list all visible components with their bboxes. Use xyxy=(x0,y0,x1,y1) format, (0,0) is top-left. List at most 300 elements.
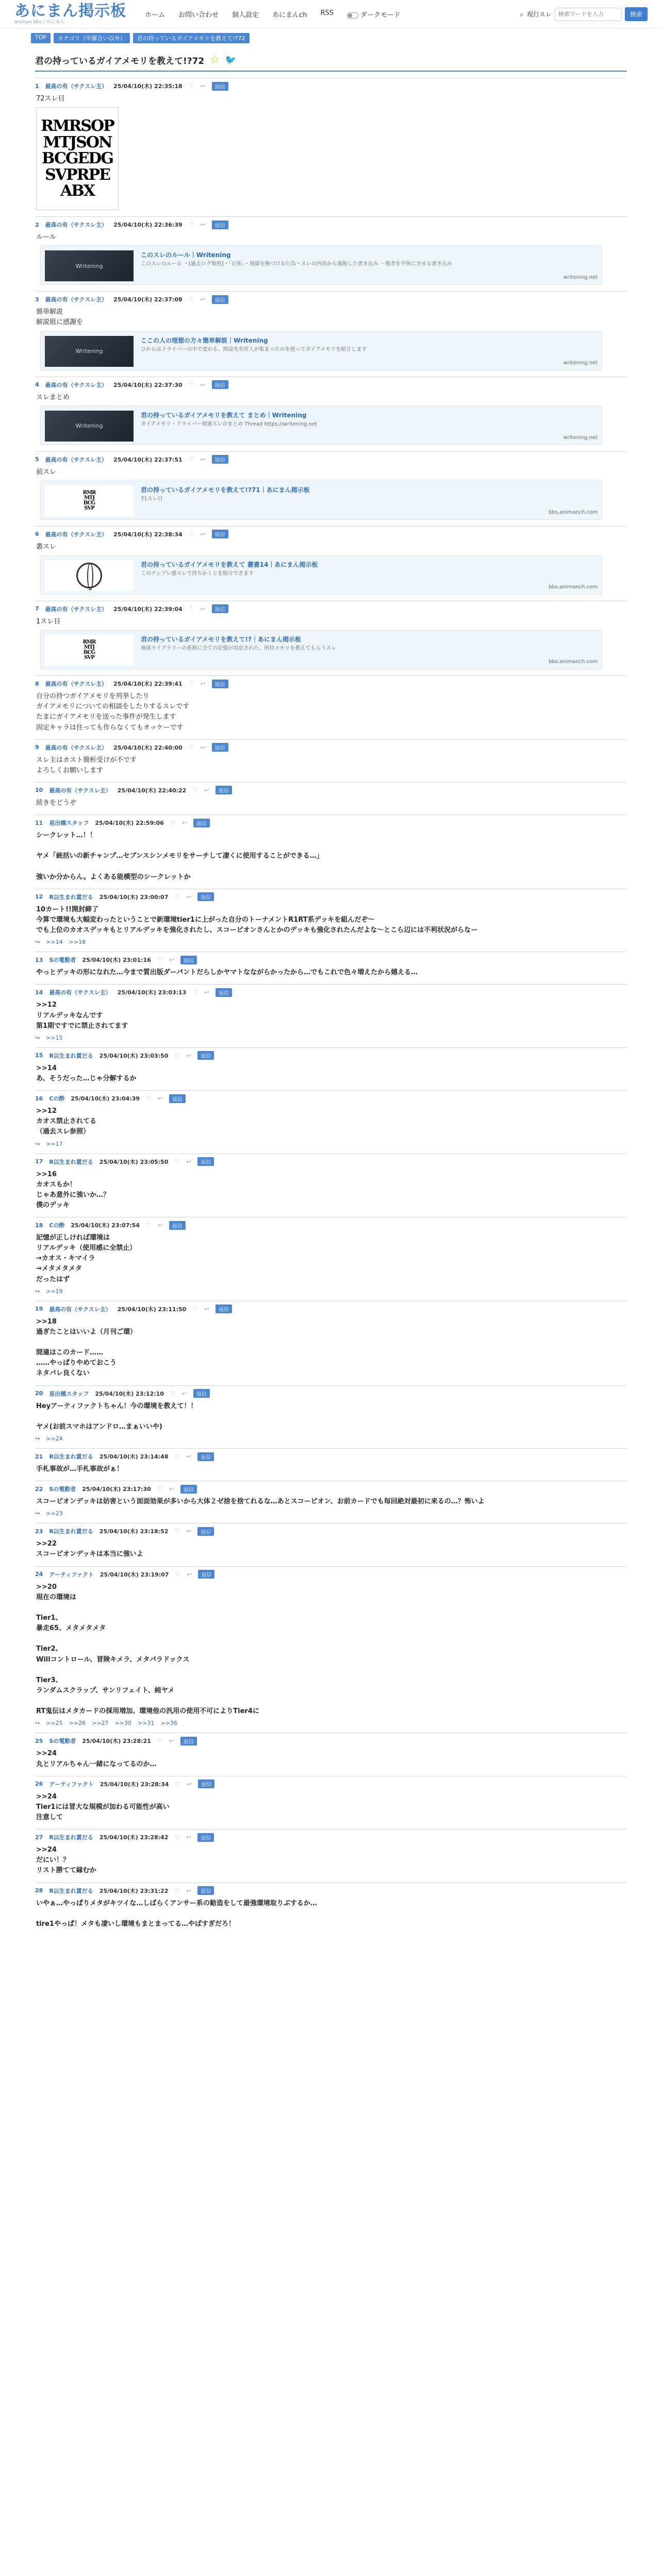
like-icon[interactable]: ♡ xyxy=(188,680,194,688)
post-number[interactable]: 14 xyxy=(35,989,43,996)
post-item xyxy=(35,782,627,815)
post-item xyxy=(35,1448,627,1481)
post-body: 記憶が正しければ環境は リアルデッキ（使用感に全禁止） →カオス・キマイラ →メタメタメタ だったはず xyxy=(36,1234,137,1283)
post-body: ルール xyxy=(36,233,56,242)
reply-button[interactable]: 返信 xyxy=(216,1304,232,1313)
post-author: 最高の有（サクスレ主） xyxy=(45,83,108,90)
post-item xyxy=(35,1047,627,1090)
reply-anchors xyxy=(35,1435,627,1442)
card-text xyxy=(141,485,598,515)
post-date: 25/04/10(木) 23:28:42 xyxy=(99,1834,169,1841)
reply-button[interactable]: 返信 xyxy=(169,1094,186,1103)
link-card[interactable] xyxy=(40,331,602,370)
post-date: 25/04/10(木) 23:17:30 xyxy=(82,1486,151,1493)
site-header xyxy=(0,0,662,29)
post-author: 星出橋スタッフ xyxy=(49,820,89,827)
reply-icon[interactable]: ↩ xyxy=(200,455,206,463)
post-header xyxy=(35,603,627,615)
reply-button[interactable]: 返信 xyxy=(197,1051,214,1060)
like-icon[interactable]: ♡ xyxy=(157,1737,163,1745)
post-item xyxy=(35,1301,627,1385)
like-icon[interactable]: ♡ xyxy=(145,1222,152,1229)
post-body: >>14 あ、そうだった…じゃ分解するか xyxy=(36,1064,137,1082)
image-lettering: RMRSOP xyxy=(41,117,114,135)
post-header xyxy=(35,1778,627,1790)
like-icon[interactable]: ♡ xyxy=(192,786,198,794)
like-icon[interactable]: ♡ xyxy=(157,1485,163,1493)
post-header xyxy=(35,1483,627,1495)
image-lettering: SVPRPE xyxy=(45,165,110,184)
post-body: >>24 丸とリアルちゃん一緒になってるのか… xyxy=(36,1750,157,1768)
reply-anchor-link[interactable]: >>27 xyxy=(92,1720,109,1727)
post-body: 前スレ xyxy=(36,468,57,476)
post-number[interactable]: 26 xyxy=(35,1781,43,1788)
reply-icon[interactable]: ↩ xyxy=(186,893,192,901)
link-card[interactable] xyxy=(40,406,602,445)
post-body: >>18 過ぎたことはいいよ（月刊ご環） 間違はこのカード…… ……やっぱりやめておこう ネタバレ良くない xyxy=(36,1317,137,1378)
reply-anchor-link[interactable]: >>25 xyxy=(46,1720,63,1727)
reply-button[interactable]: 返信 xyxy=(198,1570,214,1579)
reply-button[interactable]: 返信 xyxy=(193,1389,210,1398)
post-body: >>12 カオス禁止されてる （過去スレ参照） xyxy=(36,1107,96,1136)
reply-icon[interactable]: ↩ xyxy=(204,989,210,996)
post-number[interactable]: 24 xyxy=(35,1571,43,1578)
card-text xyxy=(141,560,598,590)
reply-icon[interactable]: ↩ xyxy=(186,1834,192,1841)
like-icon[interactable]: ♡ xyxy=(174,1158,180,1165)
thread-container xyxy=(0,47,662,1936)
reply-icon[interactable]: ↩ xyxy=(186,1528,192,1535)
post-number[interactable]: 23 xyxy=(35,1528,43,1535)
card-text xyxy=(141,411,598,440)
nav-settings[interactable]: 個人設定 xyxy=(232,11,259,19)
like-icon[interactable]: ♡ xyxy=(174,1528,180,1535)
like-icon[interactable]: ♡ xyxy=(174,1052,180,1059)
reply-anchors xyxy=(35,939,627,945)
reply-icon[interactable]: ↩ xyxy=(157,1222,163,1229)
post-header xyxy=(35,1451,627,1462)
post-header xyxy=(35,817,627,828)
post-number[interactable]: 11 xyxy=(35,819,43,826)
post-header xyxy=(35,1303,627,1315)
post-author: 最高の有（サクスレ主） xyxy=(45,744,108,751)
like-icon[interactable]: ♡ xyxy=(192,989,198,996)
like-icon[interactable]: ♡ xyxy=(188,605,194,613)
post-number[interactable]: 13 xyxy=(35,956,43,963)
reply-button[interactable]: 返信 xyxy=(212,221,228,229)
reply-arrow-icon: ↪ xyxy=(35,1510,40,1517)
post-body: >>24 Tier1には冒大な規模が加わる可能性が高い 注意して xyxy=(36,1792,170,1821)
post-number[interactable]: 19 xyxy=(35,1306,43,1313)
like-icon[interactable]: ♡ xyxy=(192,1305,198,1313)
post-header xyxy=(35,379,627,391)
post-date: 25/04/10(木) 23:28:21 xyxy=(82,1738,151,1745)
reply-button[interactable]: 返信 xyxy=(212,295,228,304)
breadcrumb-thread[interactable]: 君の持っているガイアメモリを教えて!?72 xyxy=(133,33,250,43)
card-thumbnail: Writening xyxy=(45,411,134,442)
post-header xyxy=(35,1156,627,1167)
logo-subtext: animan bbs | あにまん xyxy=(14,20,65,25)
post-item xyxy=(35,1217,627,1301)
nav-home[interactable]: ホーム xyxy=(145,11,166,19)
reply-button[interactable]: 返信 xyxy=(212,680,228,688)
like-icon[interactable]: ♡ xyxy=(174,1453,180,1461)
reply-arrow-icon: ↪ xyxy=(35,1720,40,1727)
post-item xyxy=(35,1523,627,1566)
reply-icon[interactable]: ↩ xyxy=(186,1052,192,1059)
reply-button[interactable]: 返信 xyxy=(197,1527,214,1536)
post-body: 叢スレ xyxy=(36,543,57,551)
reply-icon[interactable]: ↩ xyxy=(186,1887,192,1894)
reply-anchor-link[interactable]: >>23 xyxy=(46,1510,63,1517)
reply-button[interactable]: 返信 xyxy=(197,892,214,901)
reply-button[interactable]: 返信 xyxy=(197,1833,214,1842)
like-icon[interactable]: ♡ xyxy=(188,455,194,463)
thread-title: 君の持っているガイアメモリを教えて!?72 xyxy=(35,56,205,66)
reply-button[interactable]: 返信 xyxy=(180,1485,197,1494)
post-item xyxy=(35,815,627,889)
post-body: >>22 スコーピオンデッキは本当に強いよ xyxy=(36,1540,143,1558)
reply-icon[interactable]: ↩ xyxy=(157,1095,163,1103)
like-icon[interactable]: ♡ xyxy=(174,1834,180,1841)
post-author: R以生まれ賞だる xyxy=(49,1528,93,1535)
post-date: 25/04/10(木) 22:37:08 xyxy=(113,296,183,303)
art-thumbnail-icon: RMR MTJ BCG SVP xyxy=(82,489,96,511)
post-date: 25/04/10(木) 23:01:16 xyxy=(82,957,151,964)
reply-button[interactable]: 返信 xyxy=(212,604,228,613)
post-item xyxy=(35,984,627,1047)
reply-button[interactable]: 返信 xyxy=(197,1157,214,1166)
search-input[interactable] xyxy=(555,8,622,21)
like-icon[interactable]: ♡ xyxy=(175,1570,181,1578)
post-number[interactable]: 8 xyxy=(35,680,39,687)
reply-icon[interactable]: ↩ xyxy=(200,82,206,90)
favorite-star-icon[interactable]: ☆ xyxy=(209,54,220,66)
card-description: このテンプレ感スレで持ちかくとを紹介できます xyxy=(141,570,254,577)
post-author: Cの酔 xyxy=(49,1095,65,1103)
post-number[interactable]: 12 xyxy=(35,893,43,901)
reply-icon[interactable]: ↩ xyxy=(186,1453,192,1461)
post-author: 最高の有（サクスレ主） xyxy=(49,787,111,794)
reply-button[interactable]: 返信 xyxy=(198,1780,214,1788)
post-date: 25/04/10(木) 23:18:52 xyxy=(99,1528,169,1535)
reply-arrow-icon: ↪ xyxy=(35,1140,40,1147)
post-number[interactable]: 21 xyxy=(35,1453,43,1460)
card-thumbnail xyxy=(45,485,134,516)
image-lettering: BCGEDG xyxy=(42,149,113,168)
card-title[interactable]: 君の持っているガイアメモリを教えて 叢書14｜あにまん掲示板 xyxy=(141,561,318,568)
post-number[interactable]: 10 xyxy=(35,787,43,794)
post-number[interactable]: 20 xyxy=(35,1390,43,1397)
reply-button[interactable]: 返信 xyxy=(216,786,232,794)
reply-button[interactable]: 返信 xyxy=(169,1221,186,1230)
reply-anchor-link[interactable]: >>16 xyxy=(69,939,86,946)
post-number[interactable]: 2 xyxy=(35,221,39,228)
post-number[interactable]: 15 xyxy=(35,1052,43,1059)
post-body: 手札事故が…手札事故がぁ！ xyxy=(36,1465,124,1473)
post-item xyxy=(35,291,627,376)
reply-anchor-link[interactable]: >>30 xyxy=(114,1720,131,1727)
card-description: ガイアメモリ・ドライバー関連スレのまとめ Thread https://writening.net xyxy=(141,421,318,427)
post-number[interactable]: 9 xyxy=(35,744,39,751)
post-body: いやぁ…やっぱりメタがキツイな…しばらくアンサー系の勧造をして最強環境取りぶするか… tire1やっぱ！メタも凄いし環境もまとまってる…やばすぎだろ！ xyxy=(36,1899,317,1928)
post-date: 25/04/10(木) 23:05:50 xyxy=(99,1158,169,1165)
thread-header xyxy=(35,47,627,72)
post-author: Sの電動者 xyxy=(49,957,76,964)
post-date: 25/04/10(木) 23:19:07 xyxy=(100,1571,169,1578)
post-header xyxy=(35,529,627,540)
post-author: 最高の有（サクスレ主） xyxy=(49,1306,111,1313)
post-date: 25/04/10(木) 22:59:06 xyxy=(95,820,164,827)
post-body: 72スレ目 xyxy=(36,95,65,103)
post-body: 自分の持つガイアメモリを列挙したり ガイアメモリについての相談をしたりするスレです たまにガイアメモリを送った事件が発生します 固定キャラは住っても作らなくてもオッケーです xyxy=(36,692,190,732)
reply-button[interactable]: 返信 xyxy=(180,956,197,964)
like-icon[interactable]: ♡ xyxy=(157,956,163,964)
nav-rss[interactable]: RSS xyxy=(320,9,334,17)
post-header xyxy=(35,987,627,998)
card-title[interactable]: このスレのルール｜Writening xyxy=(141,251,231,259)
like-icon[interactable]: ♡ xyxy=(188,530,194,538)
post-author: 最高の有（サクスレ主） xyxy=(45,531,108,538)
post-body: >>20 現在の環境は Tier1、 暴走65、メタメタメタ Tier2、 Willコントロール、冒険キメラ、メタパラドックス Tier3、 ランダムスクラップ、サンリフェイト、純ヤメ RT鬼伝はメタカードの採用増加、環境他の汎用の使用不可によりTier4に xyxy=(36,1583,259,1716)
reply-icon[interactable]: ↩ xyxy=(169,956,174,964)
search-scope-select[interactable]: 現行スレ xyxy=(526,11,552,18)
reply-icon[interactable]: ↩ xyxy=(181,1389,187,1397)
post-header xyxy=(35,678,627,689)
post-number[interactable]: 17 xyxy=(35,1158,43,1165)
post-author: 最高の有（サクスレ主） xyxy=(49,989,111,996)
reply-button[interactable]: 返信 xyxy=(180,1737,197,1745)
link-card[interactable] xyxy=(40,630,602,669)
card-title[interactable]: 君の持っているガイアメモリを教えて!?71｜あにまん掲示板 xyxy=(141,486,310,494)
post-item xyxy=(35,1733,627,1775)
card-host: writening.net xyxy=(563,360,598,366)
post-number[interactable]: 4 xyxy=(35,381,39,388)
post-date: 25/04/10(木) 22:36:39 xyxy=(113,222,183,229)
reply-icon[interactable]: ↩ xyxy=(204,1305,210,1313)
breadcrumb-category[interactable]: カテゴリ（甲羅合い以外） xyxy=(54,33,130,43)
post-number[interactable]: 1 xyxy=(35,82,39,90)
card-title[interactable]: 君の持っているガイアメモリを教えて まとめ｜Writening xyxy=(141,411,307,419)
reply-button[interactable]: 返信 xyxy=(212,380,228,389)
reply-button[interactable]: 返信 xyxy=(212,82,228,91)
post-body: >>16 カオスもか！ じゃあ意外に強いか…？ 僕のデッキ xyxy=(36,1170,110,1209)
reply-icon[interactable]: ↩ xyxy=(169,1737,174,1745)
reply-icon[interactable]: ↩ xyxy=(186,1158,192,1165)
link-card[interactable] xyxy=(40,246,602,285)
image-lettering: ABX xyxy=(60,182,94,200)
post-header xyxy=(35,1093,627,1104)
reply-anchor-link[interactable]: >>24 xyxy=(46,1435,63,1443)
card-thumbnail xyxy=(45,560,134,591)
post-date: 25/04/10(木) 23:14:48 xyxy=(99,1453,169,1461)
post-body: スレ主はカスト簡析受けが不です よろしくお願いします xyxy=(36,756,137,774)
post-number[interactable]: 28 xyxy=(35,1887,43,1894)
search-button[interactable]: 検索 xyxy=(625,7,648,21)
post-header xyxy=(35,891,627,903)
post-header xyxy=(35,1885,627,1896)
post-list xyxy=(35,78,627,1936)
post-author: Sの電動者 xyxy=(49,1738,76,1745)
post-item xyxy=(35,675,627,739)
card-title[interactable]: ここの人の理想の方々簡単解説｜Writening xyxy=(141,336,268,344)
like-icon[interactable]: ♡ xyxy=(170,819,176,827)
nav-contact[interactable]: お問い合わせ xyxy=(178,11,219,19)
post-item xyxy=(35,1385,627,1448)
reply-icon[interactable]: ↩ xyxy=(200,530,206,538)
post-date: 25/04/10(木) 22:39:41 xyxy=(113,681,183,688)
post-item xyxy=(35,601,627,675)
post-number[interactable]: 18 xyxy=(35,1222,43,1229)
breadcrumb-top[interactable]: TOP xyxy=(31,33,51,43)
reply-button[interactable]: 返信 xyxy=(216,988,232,997)
post-item xyxy=(35,451,627,526)
reply-anchor-link[interactable]: >>36 xyxy=(160,1720,177,1727)
card-text xyxy=(141,250,598,280)
post-author: Sの電動者 xyxy=(49,1486,76,1493)
like-icon[interactable]: ♡ xyxy=(188,221,194,229)
like-icon[interactable]: ♡ xyxy=(170,1389,176,1397)
post-item xyxy=(35,1883,627,1936)
post-header xyxy=(35,1388,627,1399)
reply-button[interactable]: 返信 xyxy=(197,1452,214,1461)
post-number[interactable]: 5 xyxy=(35,456,39,463)
like-icon[interactable]: ♡ xyxy=(188,743,194,751)
post-header xyxy=(35,80,627,92)
reply-arrow-icon: ↪ xyxy=(35,1435,40,1443)
site-logo[interactable] xyxy=(14,4,126,25)
reply-anchor-link[interactable]: >>14 xyxy=(46,939,63,946)
reply-icon[interactable]: ↩ xyxy=(187,1780,192,1788)
like-icon[interactable]: ♡ xyxy=(174,893,180,901)
reply-anchor-link[interactable]: >>15 xyxy=(46,1034,63,1041)
reply-button[interactable]: 返信 xyxy=(212,743,228,752)
dark-mode-toggle[interactable] xyxy=(347,9,400,19)
post-author: 最高の有（サクスレ主） xyxy=(45,605,108,613)
card-thumbnail: Writening xyxy=(45,250,134,281)
like-icon[interactable]: ♡ xyxy=(175,1780,181,1788)
main-nav xyxy=(145,9,400,19)
post-item xyxy=(35,1090,627,1153)
post-header xyxy=(35,785,627,796)
reply-anchors xyxy=(35,1035,627,1041)
post-header xyxy=(35,954,627,965)
reply-anchors xyxy=(35,1720,627,1726)
post-author: 最高の有（サクスレ主） xyxy=(45,296,108,303)
post-author: 最高の有（サクスレ主） xyxy=(45,381,108,388)
reply-icon[interactable]: ↩ xyxy=(200,296,206,303)
reply-icon[interactable]: ↩ xyxy=(200,743,206,751)
post-date: 25/04/10(木) 22:40:00 xyxy=(113,744,183,751)
post-date: 25/04/10(木) 23:03:50 xyxy=(99,1052,169,1059)
reply-icon[interactable]: ↩ xyxy=(200,221,206,229)
reply-anchors xyxy=(35,1141,627,1147)
post-header xyxy=(35,219,627,230)
post-number[interactable]: 16 xyxy=(35,1095,43,1102)
post-body: 1スレ目 xyxy=(36,617,61,625)
like-icon[interactable]: ♡ xyxy=(188,381,194,388)
reply-anchor-link[interactable]: >>26 xyxy=(69,1720,86,1727)
search-icon: ⌕ xyxy=(519,9,524,19)
card-title[interactable]: 君の持っているガイアメモリを教えて!?｜あにまん掲示板 xyxy=(141,636,301,643)
post-date: 25/04/10(木) 23:12:10 xyxy=(95,1390,164,1397)
nav-animanch[interactable]: あにまんch xyxy=(272,11,307,19)
post-image[interactable] xyxy=(36,107,119,210)
reply-icon[interactable]: ↩ xyxy=(200,381,206,388)
post-body: スコーピオンデッキは妨害という面面効果が多いから大体２ゼ捨を捨てれるな…あとスコーピオン、お前カードでも毎回絶対最初に来るの…？怖いよ xyxy=(36,1498,485,1506)
post-item xyxy=(35,1154,627,1217)
card-host: bbs.animanch.com xyxy=(549,584,598,590)
post-header xyxy=(35,1526,627,1537)
reply-icon[interactable]: ↩ xyxy=(181,819,187,827)
share-bird-icon[interactable]: 🐦 xyxy=(224,55,237,65)
post-body: Heyアーティファクトちゃん！今の環境を教えて！！ ヤメ(お前スマホはアンドロ…まぁいいや) xyxy=(36,1402,197,1431)
reply-button[interactable]: 返信 xyxy=(212,530,228,538)
post-author: 最高の有（サクスレ主） xyxy=(45,456,108,463)
post-author: R以生まれ賞だる xyxy=(49,1887,93,1894)
post-header xyxy=(35,1569,627,1580)
art-thumbnail-icon: RMR MTJ BCG SVP xyxy=(82,639,96,661)
post-author: 星出橋スタッフ xyxy=(49,1390,89,1397)
reply-anchor-link[interactable]: >>19 xyxy=(46,1287,63,1295)
like-icon[interactable]: ♡ xyxy=(145,1095,152,1103)
post-body: シークレット…！！ ヤメ「統括いの新チャンプ…セブンスシンメモリをサーチして凄くに使用することができる…」 強いか分からん。よくある能横型のシークレットか xyxy=(36,832,323,881)
post-number[interactable]: 25 xyxy=(35,1737,43,1744)
post-author: R以生まれ賞だる xyxy=(49,1158,93,1165)
post-body: 簡単解説 解説組に感謝を xyxy=(36,308,84,327)
post-author: 最高の有（サクスレ主） xyxy=(45,681,108,688)
reply-button[interactable]: 返信 xyxy=(197,1886,214,1895)
post-item xyxy=(35,78,627,216)
post-date: 25/04/10(木) 22:37:30 xyxy=(113,381,183,388)
link-card[interactable] xyxy=(40,481,602,520)
post-item xyxy=(35,1481,627,1523)
post-number[interactable]: 22 xyxy=(35,1485,43,1493)
card-text xyxy=(141,635,598,665)
post-date: 25/04/10(木) 23:11:50 xyxy=(117,1306,187,1313)
link-card[interactable] xyxy=(40,555,602,595)
breadcrumb xyxy=(0,29,662,43)
card-description: ひからはドライバーの中で変わる、開設先名所人が集まったのを使ってガイアメモリを紹介します xyxy=(141,346,367,352)
card-text xyxy=(141,336,598,366)
post-number[interactable]: 27 xyxy=(35,1834,43,1841)
reply-icon[interactable]: ↩ xyxy=(169,1485,174,1493)
post-author: R以生まれ賞だる xyxy=(49,1834,93,1841)
like-icon[interactable]: ♡ xyxy=(188,82,194,90)
card-description: このスレのルール ・[過去ログ参照]・「正体」・地獄を無づける行為・スレの内容から逸脱した書き込み ・他者を不快にさせる書き込み xyxy=(141,261,452,267)
post-number[interactable]: 3 xyxy=(35,296,39,303)
globe-icon xyxy=(76,563,102,588)
reply-button[interactable]: 返信 xyxy=(212,455,228,464)
post-date: 25/04/10(木) 23:03:13 xyxy=(117,989,187,996)
post-number[interactable]: 7 xyxy=(35,605,39,613)
card-host: writening.net xyxy=(563,275,598,281)
post-header xyxy=(35,742,627,753)
reply-icon[interactable]: ↩ xyxy=(204,786,210,794)
post-header xyxy=(35,1050,627,1061)
reply-icon[interactable]: ↩ xyxy=(187,1570,192,1578)
reply-anchor-link[interactable]: >>17 xyxy=(46,1140,63,1147)
post-header xyxy=(35,1735,627,1747)
reply-icon[interactable]: ↩ xyxy=(200,680,206,688)
reply-button[interactable]: 返信 xyxy=(193,819,210,827)
like-icon[interactable]: ♡ xyxy=(174,1887,180,1894)
like-icon[interactable]: ♡ xyxy=(188,296,194,303)
reply-anchor-link[interactable]: >>31 xyxy=(137,1720,155,1727)
post-number[interactable]: 6 xyxy=(35,531,39,538)
post-item xyxy=(35,216,627,291)
reply-icon[interactable]: ↩ xyxy=(200,605,206,613)
